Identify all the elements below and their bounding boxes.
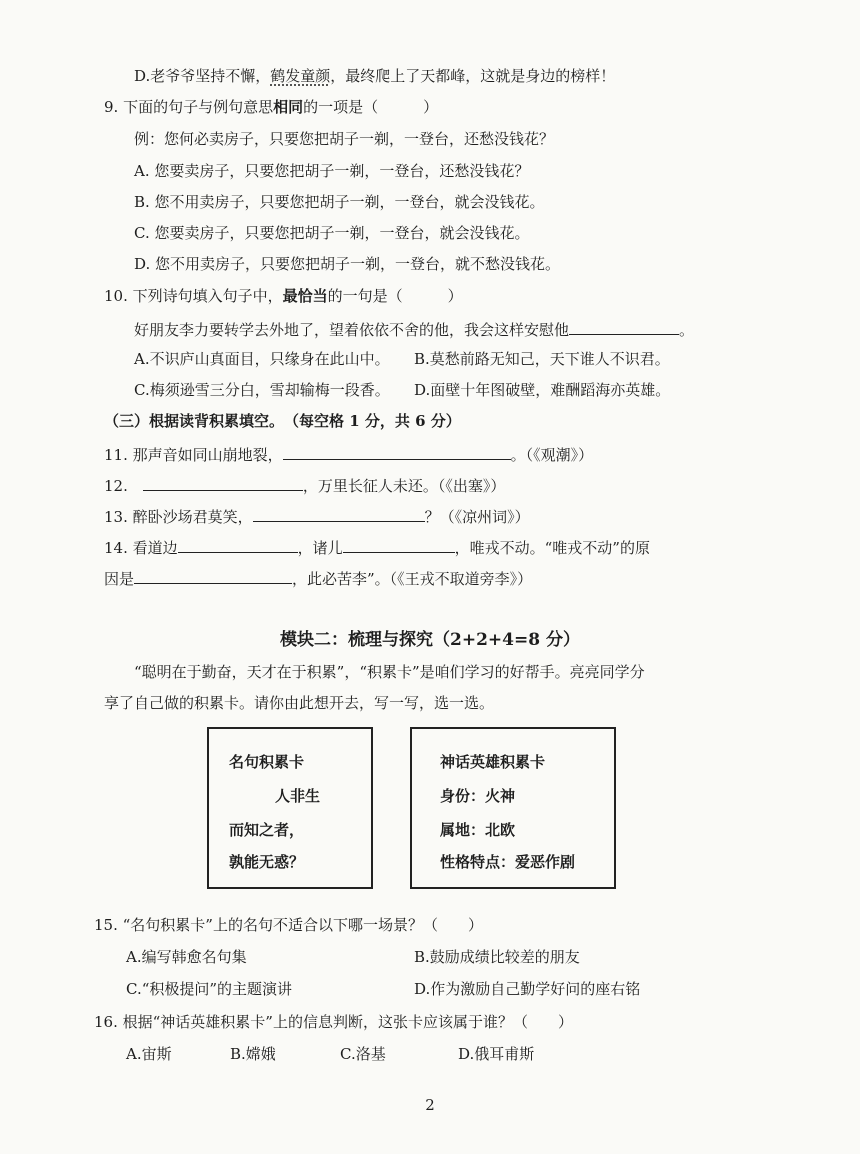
quote-card-line1: 人非生 — [275, 787, 321, 805]
q15-option-d[interactable]: D.作为激励自己勤学好问的座右铭 — [414, 980, 641, 998]
q9-option-c: C. 您要卖房子，只要您把胡子一剃，一登台，就会没钱花。 — [134, 224, 530, 242]
myth-hero-card-line2: 属地：北欧 — [440, 821, 516, 839]
q16-option-d[interactable]: D.俄耳甫斯 — [458, 1045, 535, 1063]
q13: 13. 醉卧沙场君莫笑， ？（《凉州词》） — [104, 505, 530, 527]
module2-intro-1: “聪明在于勤奋，天才在于积累”，“积累卡”是咱们学习的好帮手。亮亮同学分 — [134, 663, 645, 681]
quote-card-line3: 孰能无惑？ — [229, 853, 305, 871]
answer-blank[interactable] — [253, 505, 425, 522]
answer-blank[interactable] — [134, 567, 292, 584]
answer-blank[interactable] — [178, 536, 298, 553]
section3-heading: （三）根据读背积累填空。 （每空格 1 分，共 6 分） — [104, 412, 461, 430]
q9-example: 例：您何必卖房子，只要您把胡子一剃，一登台，还愁没钱花？ — [134, 130, 555, 148]
q9-stem: 9. 下面的句子与例句意思相同的一项是（ ） — [104, 98, 439, 116]
q12: 12. ，万里长征人未还。（《出塞》） — [104, 474, 505, 496]
myth-hero-card-line3: 性格特点：爱恶作剧 — [440, 853, 576, 871]
answer-blank[interactable] — [143, 474, 303, 491]
q10-option-d: D.面壁十年图破壁，难酬蹈海亦英雄。 — [414, 381, 671, 399]
q9-option-a: A. 您要卖房子，只要您把胡子一剃，一登台，还愁没钱花？ — [134, 162, 530, 180]
myth-hero-card-title: 神话英雄积累卡 — [440, 753, 546, 771]
q10-option-a: A.不识庐山真面目，只缘身在此山中。 — [134, 350, 390, 368]
quote-card-line2: 而知之者， — [229, 821, 305, 839]
q16-option-c[interactable]: C.洛基 — [340, 1045, 386, 1063]
myth-hero-card-line1: 身份：火神 — [440, 787, 516, 805]
q8-option-d: D.老爷爷坚持不懈，鹤发童颜，最终爬上了天都峰，这就是身边的榜样！ — [134, 67, 616, 85]
quote-card — [207, 727, 373, 889]
myth-hero-card — [410, 727, 616, 889]
q10-context: 好朋友李力要转学去外地了，望着依依不舍的他，我会这样安慰他 。 — [134, 318, 694, 340]
emphasis-dots: 鹤发童颜 — [270, 67, 331, 85]
answer-blank[interactable] — [343, 536, 455, 553]
q16-stem: 16. 根据“神话英雄积累卡”上的信息判断，这张卡应该属于谁？（ ） — [94, 1013, 573, 1031]
q14-line2: 因是 ，此必苦李”。（《王戎不取道旁李》） — [104, 567, 532, 589]
q14-line1: 14. 看道边 ，诸儿 ，唯戎不动。“唯戎不动”的原 — [104, 536, 650, 558]
quote-card-title: 名句积累卡 — [229, 753, 305, 771]
q10-stem: 10. 下列诗句填入句子中，最恰当的一句是（ ） — [104, 287, 463, 305]
q15-option-c[interactable]: C.“积极提问”的主题演讲 — [126, 980, 293, 998]
module2-title: 模块二：梳理与探究（2+2+4=8 分） — [280, 630, 580, 650]
q15-stem: 15. “名句积累卡”上的名句不适合以下哪一场景？（ ） — [94, 916, 483, 934]
q16-option-b[interactable]: B.嫦娥 — [230, 1045, 276, 1063]
q9-option-d: D. 您不用卖房子，只要您把胡子一剃，一登台，就不愁没钱花。 — [134, 255, 561, 273]
q10-option-c: C.梅须逊雪三分白，雪却输梅一段香。 — [134, 381, 390, 399]
answer-blank[interactable] — [569, 318, 679, 335]
q15-option-a[interactable]: A.编写韩愈名句集 — [126, 948, 247, 966]
q15-option-b[interactable]: B.鼓励成绩比较差的朋友 — [414, 948, 580, 966]
module2-intro-2: 享了自己做的积累卡。请你由此想开去，写一写，选一选。 — [104, 694, 495, 712]
q10-option-b: B.莫愁前路无知己，天下谁人不识君。 — [414, 350, 670, 368]
answer-blank[interactable] — [283, 443, 511, 460]
q9-option-b: B. 您不用卖房子，只要您把胡子一剃，一登台，就会没钱花。 — [134, 193, 545, 211]
page-number: 2 — [425, 1096, 435, 1114]
q11: 11. 那声音如同山崩地裂， 。（《观潮》） — [104, 443, 593, 465]
q16-option-a[interactable]: A.宙斯 — [126, 1045, 172, 1063]
